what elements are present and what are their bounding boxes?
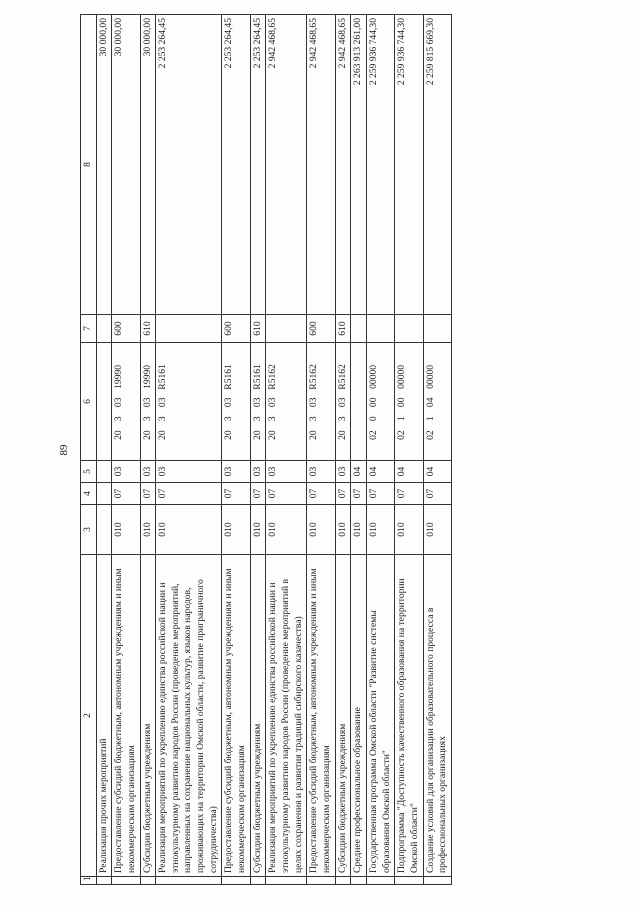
table-row bbox=[112, 15, 140, 885]
header-cell: 2 bbox=[81, 555, 97, 877]
header-cell: 8 bbox=[81, 15, 97, 315]
activity-code: 03 bbox=[157, 397, 169, 408]
program-code: 20 bbox=[141, 430, 153, 440]
ministry-code: 010 bbox=[222, 505, 250, 555]
subprogram-code: 3 bbox=[308, 416, 320, 422]
row-spacer-cell bbox=[250, 877, 266, 885]
row-name: Субсидии бюджетным учреждениям bbox=[140, 555, 156, 877]
table-row bbox=[156, 15, 222, 885]
row-spacer-cell bbox=[96, 877, 112, 885]
table-row bbox=[395, 15, 423, 885]
expense-type-code bbox=[266, 315, 307, 343]
target-article-code bbox=[307, 343, 335, 461]
expense-type-code: 610 bbox=[335, 315, 351, 343]
section-code: 07 bbox=[351, 483, 367, 505]
activity-code: 03 bbox=[336, 397, 348, 408]
amount: 2 263 913 261,00 bbox=[351, 15, 367, 315]
direction-code: 00000 bbox=[396, 364, 408, 389]
subprogram-code: 3 bbox=[336, 416, 348, 422]
expense-type-code bbox=[395, 315, 423, 343]
section-code: 07 bbox=[395, 483, 423, 505]
target-article-code bbox=[156, 343, 222, 461]
subprogram-code: 3 bbox=[251, 416, 263, 422]
target-article-code bbox=[96, 343, 112, 461]
direction-code: 19990 bbox=[113, 364, 125, 389]
subsection-code: 03 bbox=[112, 461, 140, 483]
subsection-code: 03 bbox=[266, 461, 307, 483]
direction-code: R5162 bbox=[267, 364, 279, 390]
section-code: 07 bbox=[266, 483, 307, 505]
activity-code: 03 bbox=[113, 397, 125, 408]
section-code: 07 bbox=[423, 483, 451, 505]
table-row bbox=[423, 15, 451, 885]
amount: 2 259 936 744,30 bbox=[367, 15, 395, 315]
subsection-code: 03 bbox=[140, 461, 156, 483]
expense-type-code: 600 bbox=[222, 315, 250, 343]
direction-code: 19990 bbox=[141, 364, 153, 389]
section-code: 07 bbox=[250, 483, 266, 505]
row-name: Предоставление субсидий бюджетным, автономным учреждениям и иным некоммерческим организациям bbox=[112, 555, 140, 877]
table-row bbox=[250, 15, 266, 885]
header-cell: 3 bbox=[81, 505, 97, 555]
row-name: Реализация мероприятий по укреплению единства российской нации и этнокультурному развитию народов России (проведение мероприятий, направленных на сохранение национальных культур, языков народов, проживающих на территории Омской области, развитие приграничного сотрудничества) bbox=[156, 555, 222, 877]
row-spacer-cell bbox=[307, 877, 335, 885]
subsection-code: 04 bbox=[395, 461, 423, 483]
ministry-code: 010 bbox=[140, 505, 156, 555]
header-cell: 7 bbox=[81, 315, 97, 343]
subsection-code: 03 bbox=[222, 461, 250, 483]
amount: 2 253 264,45 bbox=[222, 15, 250, 315]
row-spacer-cell bbox=[335, 877, 351, 885]
section-code: 07 bbox=[140, 483, 156, 505]
header-cell: 1 bbox=[81, 877, 97, 885]
target-article-code bbox=[250, 343, 266, 461]
ministry-code: 010 bbox=[423, 505, 451, 555]
direction-code: R5161 bbox=[223, 364, 235, 390]
row-spacer-cell bbox=[423, 877, 451, 885]
target-article-code bbox=[222, 343, 250, 461]
ministry-code: 010 bbox=[112, 505, 140, 555]
amount: 2 942 468,65 bbox=[266, 15, 307, 315]
table-row bbox=[367, 15, 395, 885]
amount: 30 000,00 bbox=[96, 15, 112, 315]
direction-code: 00000 bbox=[368, 364, 379, 389]
target-article-code bbox=[112, 343, 140, 461]
ministry-code bbox=[96, 505, 112, 555]
expense-type-code bbox=[423, 315, 451, 343]
row-name: Создание условий для организации образовательного процесса в профессиональных организациях bbox=[423, 555, 451, 877]
row-spacer-cell bbox=[395, 877, 423, 885]
ministry-code: 010 bbox=[156, 505, 222, 555]
section-code: 07 bbox=[222, 483, 250, 505]
section-code: 07 bbox=[367, 483, 395, 505]
page-number: 89 bbox=[58, 444, 70, 456]
row-spacer-cell bbox=[222, 877, 250, 885]
target-article-code bbox=[351, 343, 367, 461]
amount: 2 942 468,65 bbox=[307, 15, 335, 315]
row-spacer-cell bbox=[156, 877, 222, 885]
table-row bbox=[140, 15, 156, 885]
row-name: Субсидии бюджетным учреждениям bbox=[335, 555, 351, 877]
activity-code: 03 bbox=[308, 397, 320, 408]
row-spacer-cell bbox=[112, 877, 140, 885]
target-article-code bbox=[266, 343, 307, 461]
expense-type-code: 610 bbox=[250, 315, 266, 343]
ministry-code: 010 bbox=[266, 505, 307, 555]
target-article-code bbox=[395, 343, 423, 461]
program-code: 02 bbox=[424, 430, 436, 440]
ministry-code: 010 bbox=[250, 505, 266, 555]
activity-code: 00 bbox=[396, 397, 408, 408]
header-row bbox=[81, 15, 97, 885]
ministry-code: 010 bbox=[335, 505, 351, 555]
row-name: Государственная программа Омской области "Развитие системы образования Омской области" bbox=[367, 555, 395, 877]
amount: 2 259 815 669,30 bbox=[423, 15, 451, 315]
ministry-code: 010 bbox=[367, 505, 395, 555]
expense-type-code bbox=[351, 315, 367, 343]
subprogram-code: 3 bbox=[113, 416, 125, 422]
program-code: 20 bbox=[223, 430, 235, 440]
ministry-code: 010 bbox=[307, 505, 335, 555]
expense-type-code: 610 bbox=[140, 315, 156, 343]
subsection-code: 03 bbox=[250, 461, 266, 483]
direction-code: R5161 bbox=[251, 364, 263, 390]
ministry-code: 010 bbox=[351, 505, 367, 555]
direction-code: R5162 bbox=[336, 364, 348, 390]
row-name: Среднее профессиональное образование bbox=[351, 555, 367, 877]
amount: 2 942 468,65 bbox=[335, 15, 351, 315]
subprogram-code: 0 bbox=[368, 416, 379, 422]
activity-code: 03 bbox=[267, 397, 279, 408]
activity-code: 03 bbox=[141, 397, 153, 408]
target-article-code bbox=[367, 343, 395, 461]
header-cell: 5 bbox=[81, 461, 97, 483]
program-code: 20 bbox=[336, 430, 348, 440]
activity-code: 04 bbox=[424, 397, 436, 408]
row-spacer-cell bbox=[266, 877, 307, 885]
activity-code: 03 bbox=[251, 397, 263, 408]
rotated-page-content bbox=[58, 15, 640, 885]
subsection-code: 04 bbox=[423, 461, 451, 483]
target-article-code bbox=[140, 343, 156, 461]
subprogram-code: 3 bbox=[267, 416, 279, 422]
subprogram-code: 3 bbox=[223, 416, 235, 422]
direction-code: 00000 bbox=[424, 364, 436, 389]
section-code: 07 bbox=[307, 483, 335, 505]
subprogram-code: 3 bbox=[141, 416, 153, 422]
expense-type-code: 600 bbox=[112, 315, 140, 343]
expense-type-code bbox=[156, 315, 222, 343]
program-code: 20 bbox=[308, 430, 320, 440]
row-spacer-cell bbox=[140, 877, 156, 885]
section-code: 07 bbox=[156, 483, 222, 505]
row-name: Реализация прочих мероприятий bbox=[96, 555, 112, 877]
subsection-code: 03 bbox=[335, 461, 351, 483]
program-code: 20 bbox=[251, 430, 263, 440]
table-row bbox=[335, 15, 351, 885]
target-article-code bbox=[335, 343, 351, 461]
subsection-code bbox=[96, 461, 112, 483]
row-name: Предоставление субсидий бюджетным, автономным учреждениям и иным некоммерческим организациям bbox=[307, 555, 335, 877]
amount: 2 253 264,45 bbox=[156, 15, 222, 315]
subprogram-code: 1 bbox=[396, 416, 408, 422]
row-name: Предоставление субсидий бюджетным, автономным учреждениям и иным некоммерческим организациям bbox=[222, 555, 250, 877]
table-row bbox=[351, 15, 367, 885]
header-cell: 6 bbox=[81, 343, 97, 461]
subsection-code: 04 bbox=[351, 461, 367, 483]
section-code: 07 bbox=[112, 483, 140, 505]
direction-code: R5161 bbox=[157, 364, 169, 390]
program-code: 02 bbox=[396, 430, 408, 440]
amount: 2 253 264,45 bbox=[250, 15, 266, 315]
target-article-code bbox=[423, 343, 451, 461]
section-code: 07 bbox=[335, 483, 351, 505]
direction-code: R5162 bbox=[308, 364, 320, 390]
subsection-code: 03 bbox=[156, 461, 222, 483]
table-row bbox=[222, 15, 250, 885]
activity-code: 03 bbox=[223, 397, 235, 408]
program-code: 02 bbox=[368, 430, 379, 440]
expense-type-code bbox=[367, 315, 395, 343]
program-code: 20 bbox=[157, 430, 169, 440]
table-row bbox=[266, 15, 307, 885]
subsection-code: 03 bbox=[307, 461, 335, 483]
subprogram-code: 1 bbox=[424, 416, 436, 422]
row-name: Подпрограмма "Доступность качественного образования на территории Омской области" bbox=[395, 555, 423, 877]
amount: 2 259 936 744,30 bbox=[395, 15, 423, 315]
budget-table bbox=[80, 14, 452, 885]
table-row bbox=[96, 15, 112, 885]
expense-type-code bbox=[96, 315, 112, 343]
program-code: 20 bbox=[267, 430, 279, 440]
ministry-code: 010 bbox=[395, 505, 423, 555]
program-code: 20 bbox=[113, 430, 125, 440]
section-code bbox=[96, 483, 112, 505]
table-row bbox=[307, 15, 335, 885]
amount: 30 000,00 bbox=[112, 15, 140, 315]
amount: 30 000,00 bbox=[140, 15, 156, 315]
header-cell: 4 bbox=[81, 483, 97, 505]
row-name: Субсидии бюджетным учреждениям bbox=[250, 555, 266, 877]
expense-type-code: 600 bbox=[307, 315, 335, 343]
subsection-code: 04 bbox=[367, 461, 395, 483]
row-spacer-cell bbox=[367, 877, 395, 885]
row-spacer-cell bbox=[351, 877, 367, 885]
activity-code: 00 bbox=[368, 397, 379, 408]
subprogram-code: 3 bbox=[157, 416, 169, 422]
row-name: Реализация мероприятий по укреплению единства российской нации и этнокультурному развитию народов России (проведение мероприятий в целях сохранения и развития традиций сибирского казачества) bbox=[266, 555, 307, 877]
